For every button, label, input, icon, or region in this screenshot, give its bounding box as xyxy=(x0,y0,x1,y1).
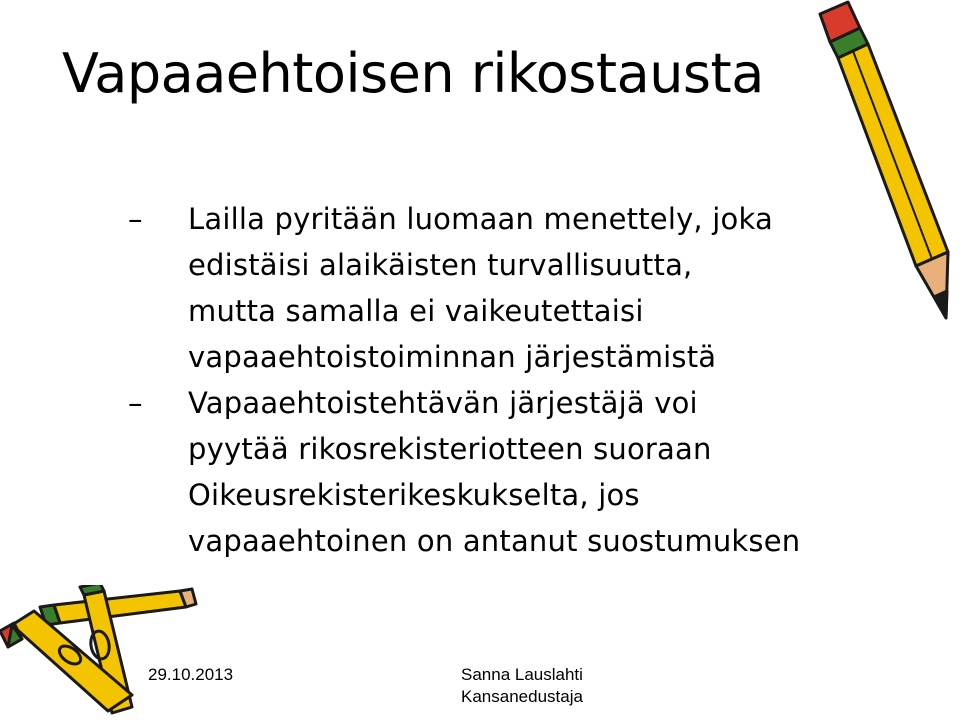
bullet-line: pyytää rikosrekisteriotteen suoraan xyxy=(188,432,712,466)
bullet-line: edistäisi alaikäisten turvallisuutta, xyxy=(188,248,693,282)
bullet-line: Oikeusrekisterikeskukselta, jos xyxy=(188,478,640,512)
bullet-line: vapaaehtoinen on antanut suostumuksen xyxy=(188,524,801,558)
bullet-dash: – xyxy=(128,386,143,420)
footer-date: 29.10.2013 xyxy=(148,665,234,684)
footer-author xyxy=(461,664,583,708)
bullet-dash: – xyxy=(128,202,143,236)
bullet-item xyxy=(120,380,920,564)
author-org: Kansanedustaja xyxy=(461,687,583,706)
bullet-text xyxy=(188,380,920,564)
pencil-top-right-icon xyxy=(800,0,960,350)
slide-title: Vapaaehtoisen rikostausta xyxy=(62,42,764,105)
pencil-bottom-left-icon xyxy=(0,585,200,720)
bullet-line: vapaaehtoistoiminnan järjestämistä xyxy=(188,340,717,374)
bullet-line: Lailla pyritään luomaan menettely, joka xyxy=(188,202,773,236)
bullet-line: mutta samalla ei vaikeutettaisi xyxy=(188,294,644,328)
bullet-line: Vapaaehtoistehtävän järjestäjä voi xyxy=(188,386,698,420)
author-name: Sanna Lauslahti xyxy=(461,665,583,684)
